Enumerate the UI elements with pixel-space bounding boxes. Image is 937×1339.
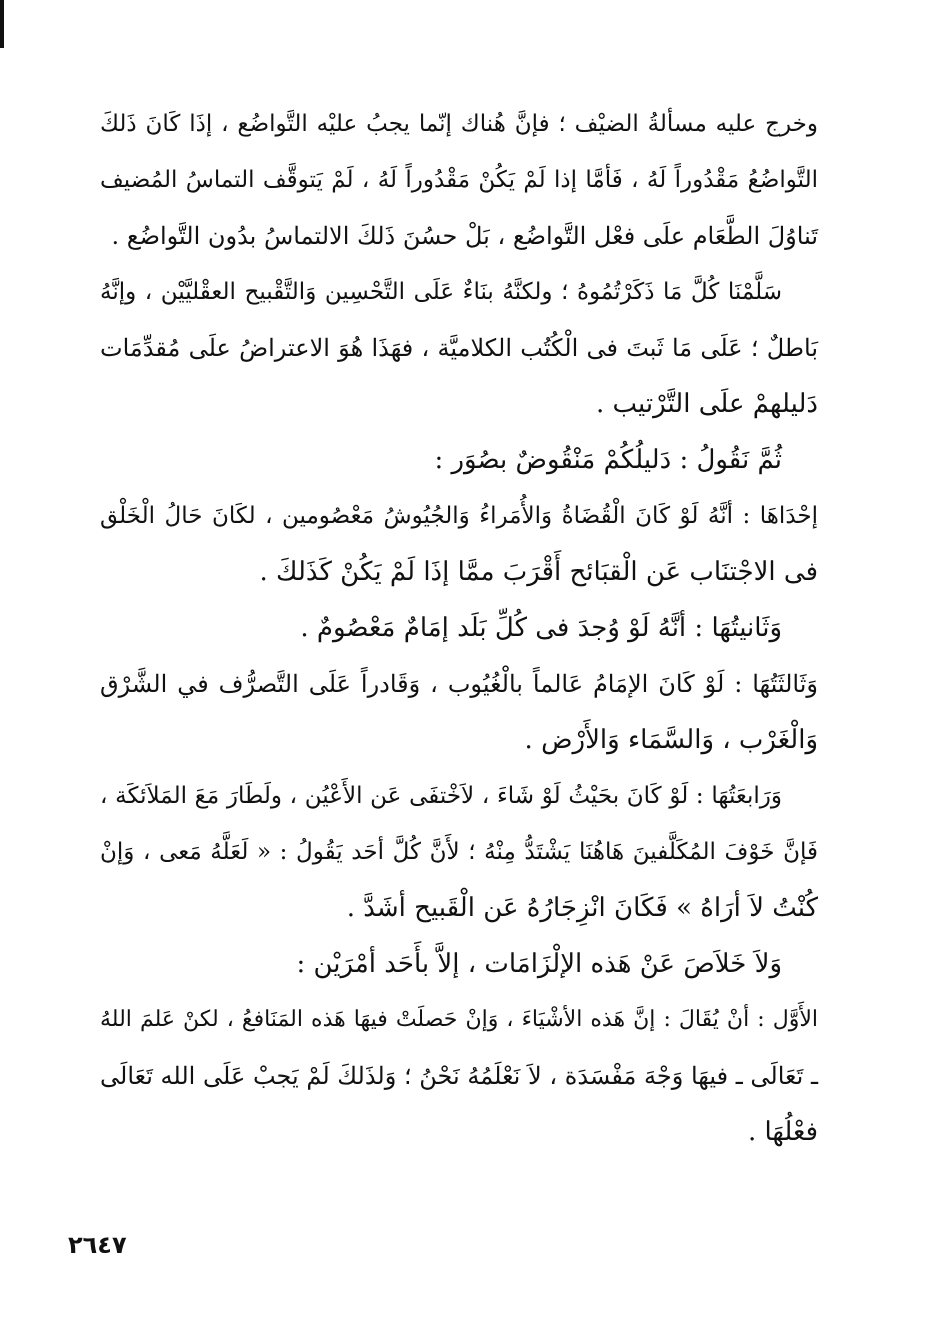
text-line-1: وخرج عليه مسألةُ الضيْف ؛ فإنَّ هُناك إنّما يجبُ عليْه التَّواضُع ، إذَا كَانَ ذَلكَ [100,111,818,137]
text-line-14: فَإنَّ خَوْفَ المُكَلَّفينَ هَاهُنَا يَشْتَدُّ مِنْهُ ؛ لأَنَّ كُلَّ أحَد يَقُولُ : « لَعَلَّهُ مَعى ، وَإنْ [100,839,818,865]
page-body [100,96,818,1160]
text-line-16: وَلاَ خَلاَصَ عَنْ هَذه الإلْزَامَات ، إلاَّ بأَحَد أمْرَيْن : [296,949,782,979]
text-line-18: ـ تَعَالَى ـ فيهَا وَجْهَ مَفْسَدَة ، لاَ نَعْلَمُهُ نَحْنُ ؛ وَلذَلكَ لَمْ يَجبْ عَلَى الله تَعَالَى [100,1062,818,1090]
text-line-4: سَلَّمْنَا كُلَّ مَا ذَكَرْتُمُوهُ ؛ ولكنَّهُ بنَاءٌ عَلَى التَّحْسِين وَالتَّقْبيح العقْليَّيْن ، وإنَّهُ [100,279,782,305]
text-line-5: بَاطلٌ ؛ عَلَى مَا ثَبتَ فى الْكُتُب الكلاميَّة ، فهَذَا هُوَ الاعتراضُ علَى مُقدِّمَات [100,334,818,362]
text-line-19: فعْلُهَا . [747,1117,818,1147]
text-line-11: وَثَالثَتُهَا : لَوْ كَانَ الإمَامُ عَالماً بالْغُيُوب ، وَقَادراً عَلَى التَّصرُّف في الشَّرْق [100,670,818,698]
text-line-9: فى الاجْتنَاب عَن الْقبَائح أَقْرَبَ ممَّا إذَا لَمْ يَكُنْ كَذَلكَ . [259,557,818,587]
text-line-3: تَناوُلَ الطَّعَام علَى فعْل التَّواضُع ، بَلْ حسُنَ ذَلكَ الالتماسُ بدُون التَّواضُع . [111,222,818,250]
text-line-6: دَليلهمْ علَى التَّرْتيب . [595,389,818,419]
text-line-15: كُنْتُ لاَ أرَاهُ » فَكَانَ انْزِجَارُهُ عَن الْقَبيح أشَدَّ . [346,893,818,923]
page-number: ٢٦٤٧ [68,1231,127,1259]
text-line-13: وَرَابعَتُهَا : لَوْ كَانَ بحَيْثُ لَوْ شَاءَ ، لاَخْتفَى عَن الأَعْيُن ، ولَطَارَ مَعَ المَلاَئكَة ، [100,783,782,809]
text-line-10: وَثَانيتُهَا : أنَّهُ لَوْ وُجدَ فى كُلِّ بَلَد إمَامٌ مَعْصُومٌ . [300,613,782,643]
text-line-7: ثُمَّ نَقُولُ : دَليلُكُمْ مَنْقُوضٌ بصُوَر : [434,445,782,475]
crop-mark [0,0,4,48]
text-line-12: وَالْغَرْب ، وَالسَّمَاء وَالأَرْض . [524,725,818,755]
text-line-2: التَّواضُعُ مَقْدُوراً لَهُ ، فَأمَّا إذا لَمْ يَكُنْ مَقْدُوراً لَهُ ، لَمْ يَتوقَّف التماسُ المُضيف [100,167,818,193]
text-line-17: الأَوَّل : أنْ يُقَالَ : إنَّ هَذه الأشْيَاءَ ، وَإنْ حَصلَتْ فيهَا هَذه المَنَافعُ ، لكنْ عَلمَ اللهُ [100,1007,818,1032]
text-line-8: إحْدَاهَا : أنَّهُ لَوْ كَانَ الْقُضَاةُ وَالأُمَراءُ وَالجُيُوشُ مَعْصُومين ، لكَانَ حَالُ الْخَلْق [100,503,818,529]
